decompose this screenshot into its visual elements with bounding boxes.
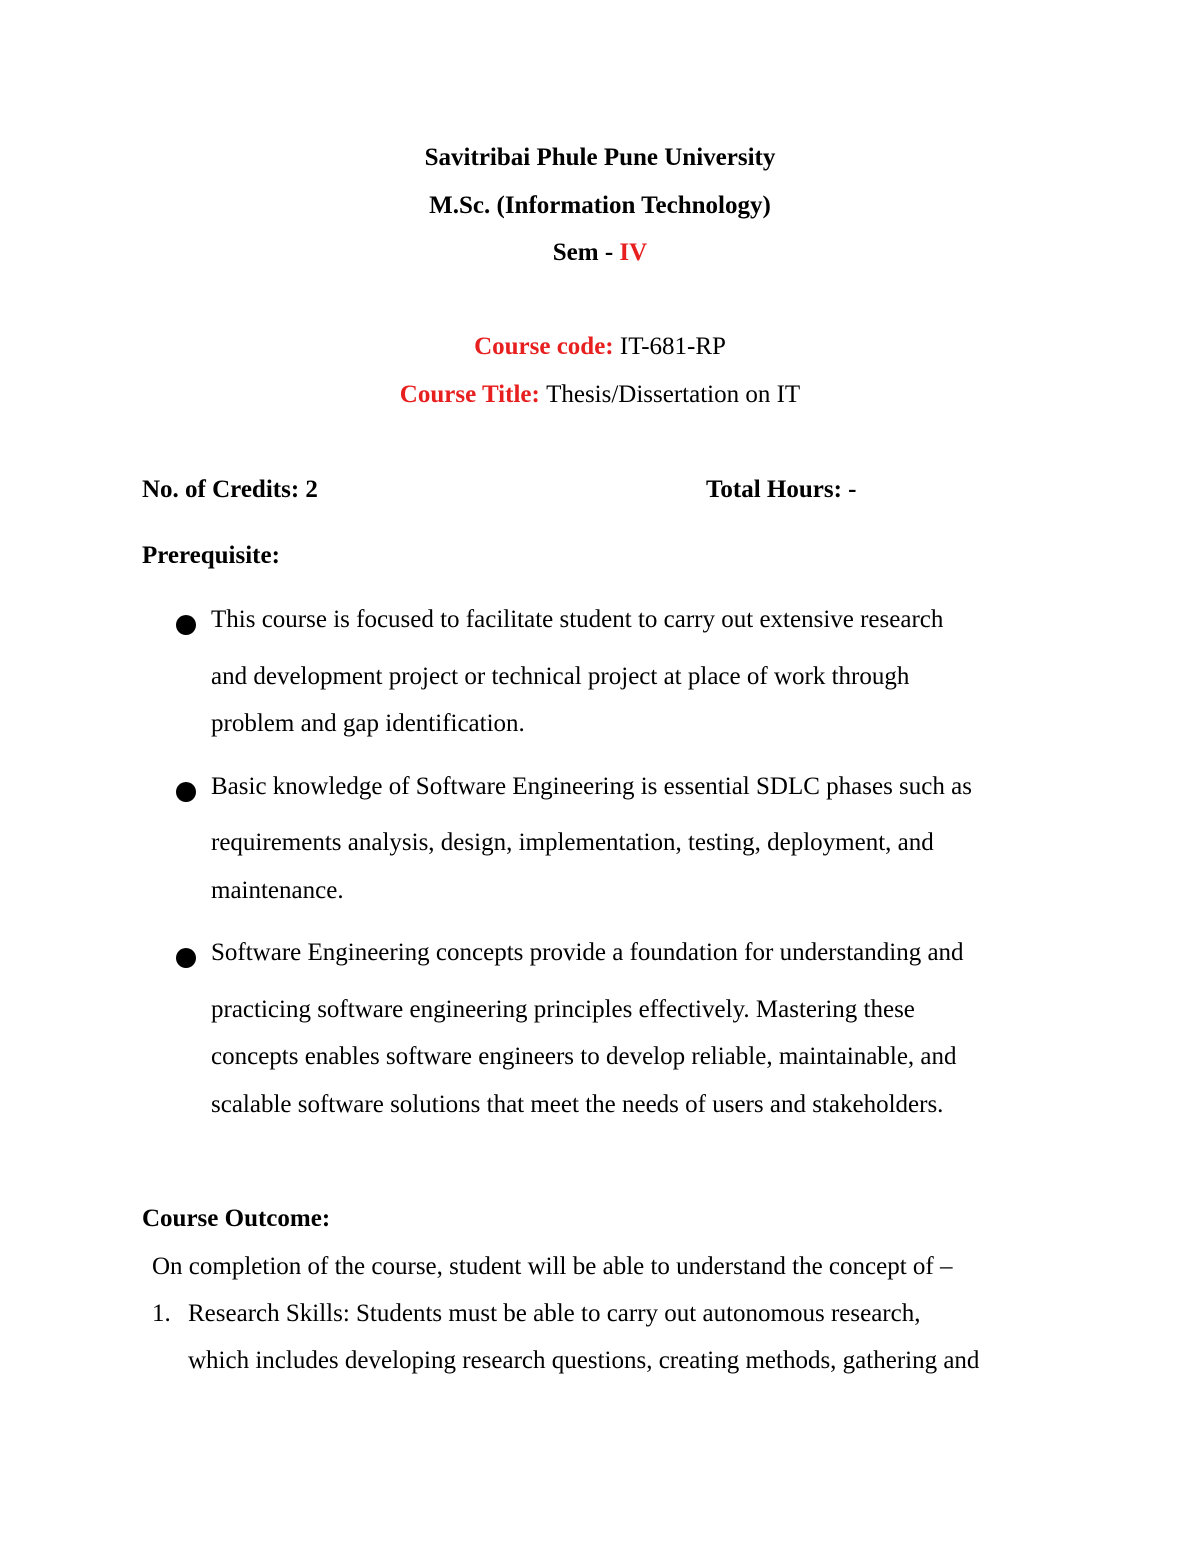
course-outcome-heading: Course Outcome: [142, 1205, 331, 1232]
bullet-icon [176, 782, 196, 802]
prerequisite-line: requirements analysis, design, implementation, testing, deployment, and [211, 829, 934, 856]
course-title-label: Course Title: [399, 381, 540, 408]
prerequisite-line: concepts enables software engineers to develop reliable, maintainable, and [211, 1043, 957, 1070]
prerequisite-heading: Prerequisite: [142, 542, 280, 569]
course-code-label: Course code: [474, 333, 614, 360]
course-title-line [0, 380, 1200, 410]
prerequisite-line: and development project or technical project at place of work through [211, 663, 910, 690]
credits-label: No. of Credits: 2 [142, 476, 318, 503]
semester-label: Sem - [552, 239, 620, 266]
course-outcome-intro: On completion of the course, student will be able to understand the concept of – [152, 1253, 953, 1280]
prerequisite-line: practicing software engineering principles effectively. Mastering these [211, 996, 915, 1023]
course-code-line [0, 332, 1200, 362]
prerequisite-line: Software Engineering concepts provide a foundation for understanding and [211, 939, 964, 966]
prerequisite-line: Basic knowledge of Software Engineering is essential SDLC phases such as [211, 773, 972, 800]
bullet-icon [176, 948, 196, 968]
semester-value: IV [619, 239, 648, 266]
course-code-value: IT-681-RP [619, 333, 726, 360]
prerequisite-line: maintenance. [211, 877, 344, 904]
prerequisite-line: scalable software solutions that meet the needs of users and stakeholders. [211, 1091, 944, 1118]
program-name: M.Sc. (Information Technology) [429, 192, 771, 219]
course-title-value: Thesis/Dissertation on IT [546, 381, 801, 408]
university-name: Savitribai Phule Pune University [424, 144, 776, 171]
prerequisite-line: problem and gap identification. [211, 710, 525, 737]
outcome-item-line: Research Skills: Students must be able to carry out autonomous research, [188, 1300, 921, 1327]
bullet-icon [176, 615, 196, 635]
semester-line [0, 238, 1200, 268]
outcome-item-line: which includes developing research questions, creating methods, gathering and [188, 1347, 980, 1374]
prerequisite-line: This course is focused to facilitate student to carry out extensive research [211, 606, 944, 633]
outcome-item-number: 1. [152, 1300, 171, 1327]
total-hours-label: Total Hours: - [706, 476, 857, 503]
